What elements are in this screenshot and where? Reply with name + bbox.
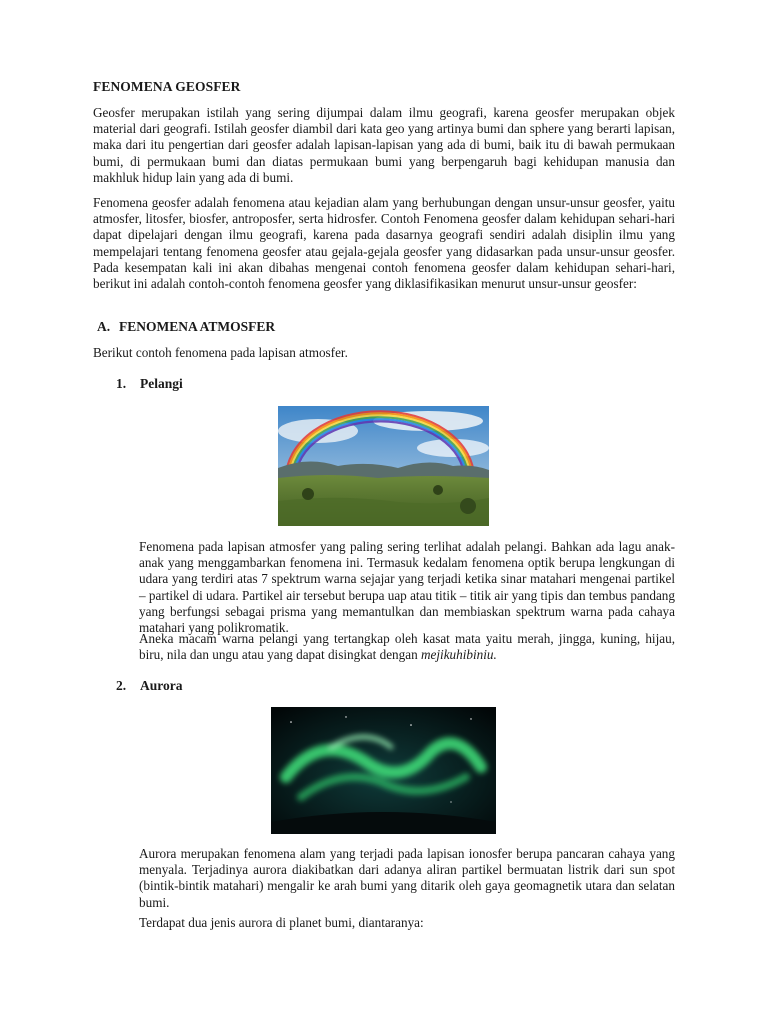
aurora-paragraph-1: Aurora merupakan fenomena alam yang terjadi pada lapisan ionosfer berupa pancaran cahaya yang menyala. Terjadinya aurora diakibatkan dari adanya aliran partikel bermuatan listrik dari sun spot (bintik-bintik matahari) mengalir ke arah bumi yang ditarik oleh gaya geomagnetik utara dan selatan bumi. [139,846,675,910]
item-pelangi-heading [116,376,183,392]
pelangi-paragraph-2-text: Aneka macam warna pelangi yang tertangkap oleh kasat mata yaitu merah, jingga, kuning, hijau, biru, nila dan ungu atau yang dapat disingkat dengan [139,631,675,663]
mejikuhibiniu-term: mejikuhibiniu. [421,647,497,663]
rainbow-photo [278,406,489,526]
item-aurora-heading [116,678,183,694]
item-pelangi-title: Pelangi [140,376,183,391]
section-a-intro: Berikut contoh fenomena pada lapisan atmosfer. [93,345,348,360]
section-a-letter: A. [97,319,111,334]
intro-paragraph: Geosfer merupakan istilah yang sering dijumpai dalam ilmu geografi, karena geosfer merupakan objek material dari geografi. Istilah geosfer diambil dari kata geo yang artinya bumi dan sphere yang berarti lapisan, maka dari itu pengertian dari geosfer adalah lapisan-lapisan yang ada di bumi, baik itu di bawah permukaan bumi, di permukaan bumi dan diatas permukaan bumi yang berpengaruh bagi kehidupan manusia dan makhluk hidup lain yang ada di bumi. [93,105,675,185]
item-aurora-title: Aurora [140,678,183,693]
pelangi-paragraph-2 [139,631,675,663]
section-a-heading [97,319,275,335]
pelangi-paragraph-1: Fenomena pada lapisan atmosfer yang paling sering terlihat adalah pelangi. Bahkan ada lagu anak-anak yang menggambarkan fenomena ini. Termasuk kedalam fenomena optik berupa lengkungan di udara yang terdiri atas 7 spektrum warna sejajar yang terjadi ketika sinar matahari mengenai partikel – partikel di udara. Partikel air tersebut berupa uap atau titik – titik air yang tipis dan tembus pandang yang berfungsi sebagai prisma yang memantulkan dan membiaskan spektrum warna pada cahaya matahari yang polikromatik. [139,539,675,636]
second-paragraph: Fenomena geosfer adalah fenomena atau kejadian alam yang berhubungan dengan unsur-unsur geosfer, yaitu atmosfer, litosfer, biosfer, antroposfer, serta hidrosfer. Contoh Fenomena geosfer dalam kehidupan sehari-hari dapat dipelajari dengan ilmu geografi, karena pada dasarnya geografi sendiri adalah disiplin ilmu yang mempelajari tentang fenomena geosfer atau gejala-gejala geosfer yang didasarkan pada unsur-unsur geosfer. Pada kesempatan kali ini akan dibahas mengenai contoh fenomena geosfer dalam kehidupan sehari-hari, berikut ini adalah contoh-contoh fenomena geosfer yang diklasifikasikan menurut unsur-unsur geosfer: [93,195,675,292]
section-a-title: FENOMENA ATMOSFER [119,319,276,334]
aurora-paragraph-2: Terdapat dua jenis aurora di planet bumi, diantaranya: [139,915,424,930]
item-pelangi-number: 1. [116,376,127,391]
document-title: FENOMENA GEOSFER [93,79,241,94]
item-aurora-number: 2. [116,678,127,693]
aurora-photo [271,707,496,834]
